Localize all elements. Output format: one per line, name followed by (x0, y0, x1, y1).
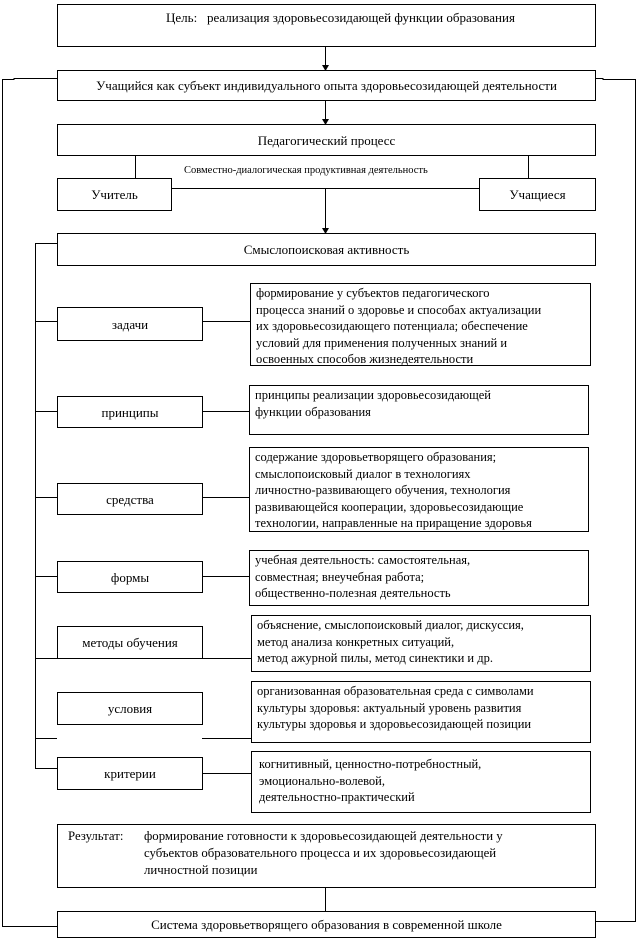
component-label: формы (110, 569, 150, 585)
goal-label: Цель: (166, 10, 198, 25)
teacher-box (57, 178, 172, 211)
result-line: субъектов образовательного процесса и их здоровьесозидающей (144, 846, 497, 860)
result-label: Результат: (68, 829, 124, 843)
detail-line: деятельностно-практический (259, 790, 415, 805)
detail-line: принципы реализации здоровьесозидающей (255, 388, 491, 402)
joint-activity-label: Совместно-диалогическая продуктивная деятельность (184, 165, 428, 176)
detail-box-tasks (250, 283, 591, 366)
student-subject-box (57, 70, 596, 101)
component-box-principles (57, 396, 203, 428)
detail-box-forms (249, 550, 589, 606)
detail-line: культуры здоровья и здоровьесозидающей позиции (257, 717, 532, 732)
detail-line: содержание здоровьетворящего образования; (255, 450, 497, 464)
detail-line: функции образования (255, 404, 371, 419)
detail-line: условий для применения полученных знаний и (256, 335, 508, 350)
detail-box-means (249, 447, 589, 532)
detail-line: объяснение, смыслопоисковый диалог, дискуссия, (257, 618, 524, 632)
result-line: личностной позиции (144, 863, 258, 877)
detail-line: общественно-полезная деятельность (255, 586, 451, 601)
pedagogical-process-box (57, 124, 596, 156)
feedback-loop-right (595, 79, 636, 922)
detail-box-criteria (251, 751, 591, 813)
system-text: Система здоровьетворящего образования в современной школе (151, 917, 502, 932)
teacher-text: Учитель (91, 187, 138, 202)
detail-line: развивающейся кооперации, здоровьесозидающие (255, 499, 524, 514)
feedback-loop-left (3, 79, 58, 927)
students-text: Учащиеся (509, 187, 566, 202)
component-box-conditions (57, 692, 203, 725)
result-line: формирование готовности к здоровьесозидающей деятельности у (144, 829, 503, 843)
meaning-search-box (57, 233, 596, 266)
goal-box (57, 4, 596, 47)
component-box-forms (57, 561, 203, 593)
component-label: критерии (104, 766, 156, 781)
detail-line: метод анализа конкретных ситуаций, (257, 634, 455, 649)
component-box-means (57, 483, 203, 515)
detail-box-methods (251, 615, 591, 672)
detail-line: организованная образовательная среда с символами (257, 684, 534, 698)
detail-line: эмоционально-волевой, (259, 773, 386, 788)
component-label: средства (106, 491, 154, 507)
students-box (479, 178, 596, 211)
detail-line: личностно-развивающего обучения, технология (255, 483, 511, 498)
component-box-tasks (57, 307, 203, 341)
detail-line: технологии, направленные на приращение здоровья (255, 516, 532, 531)
goal-text: реализация здоровьесозидающей функции образования (206, 10, 515, 25)
detail-line: процесса знаний о здоровье и способах актуализации (256, 302, 542, 317)
detail-line: совместная; внеучебная работа; (255, 569, 425, 584)
student-subject-text: Учащийся как субъект индивидуального опыта здоровьесозидающей деятельности (96, 78, 557, 93)
component-box-methods (57, 626, 203, 659)
meaning-search-text: Смыслопоисковая активность (243, 242, 410, 257)
component-label: условия (107, 701, 153, 716)
component-box-criteria (57, 757, 203, 790)
component-label: принципы (101, 404, 159, 420)
result-box (57, 824, 596, 888)
component-label: методы обучения (82, 635, 178, 650)
detail-box-conditions (251, 681, 591, 743)
detail-box-principles (249, 385, 589, 435)
detail-line: смыслопоисковый диалог в технологиях (255, 466, 471, 481)
system-box (57, 911, 596, 938)
detail-line: культуры здоровья: актуальный уровень развития (257, 700, 522, 715)
detail-line: формирование у субъектов педагогического (256, 286, 490, 300)
detail-line: их здоровьесозидающего потенциала; обеспечение (256, 319, 528, 334)
pedagogical-process-text: Педагогический процесс (257, 132, 396, 148)
component-label: задачи (111, 316, 149, 332)
detail-line: когнитивный, ценностно-потребностный, (259, 757, 482, 771)
component-spine (36, 244, 58, 769)
detail-line: учебная деятельность: самостоятельная, (255, 553, 471, 567)
detail-line: освоенных способов жизнедеятельности (256, 352, 474, 367)
detail-line: метод ажурной пилы, метод синектики и др. (257, 651, 493, 666)
